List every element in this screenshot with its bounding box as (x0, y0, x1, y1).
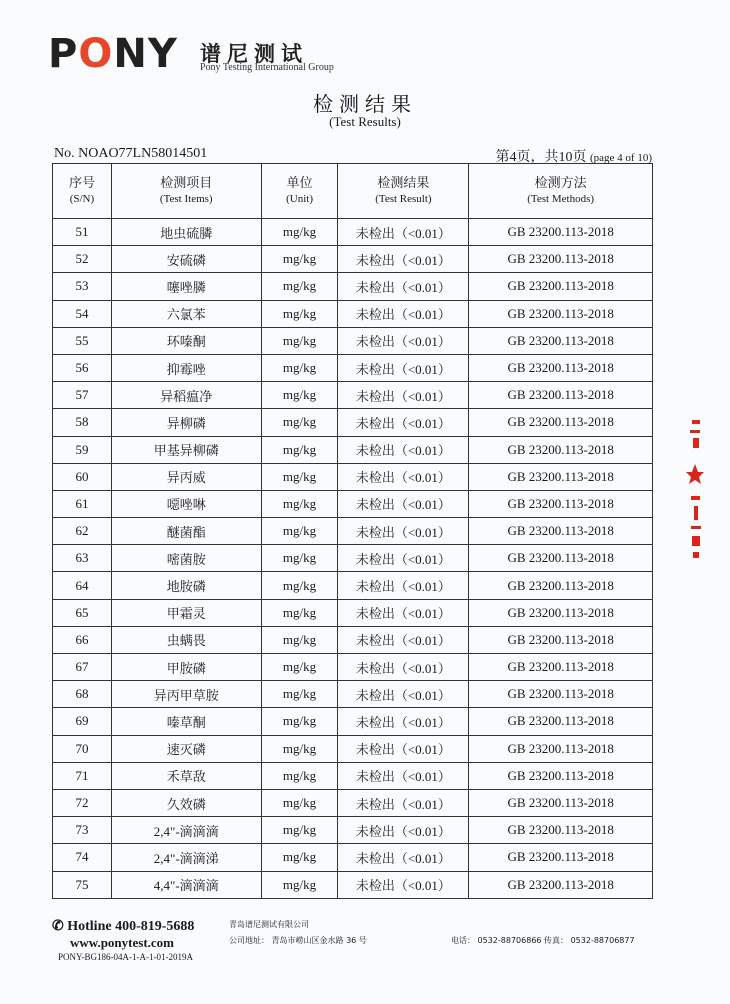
cell-result: 未检出（<0.01） (338, 382, 469, 409)
header-sn (53, 164, 112, 219)
cell-unit: mg/kg (261, 599, 338, 626)
header-test-methods (469, 164, 653, 219)
cell-method: GB 23200.113-2018 (469, 871, 653, 898)
header-sn-en: (S/N) (69, 193, 95, 205)
cell-unit: mg/kg (261, 789, 338, 816)
page-indicator-en: (page 4 of 10) (589, 152, 652, 164)
cell-sn: 55 (53, 327, 112, 354)
cell-unit: mg/kg (261, 219, 338, 246)
table-row (53, 654, 653, 681)
cell-method: GB 23200.113-2018 (469, 789, 653, 816)
cell-result: 未检出（<0.01） (338, 817, 469, 844)
cell-sn: 69 (53, 708, 112, 735)
cell-unit: mg/kg (261, 844, 338, 871)
cell-result: 未检出（<0.01） (338, 246, 469, 273)
cell-unit: mg/kg (261, 654, 338, 681)
cell-method: GB 23200.113-2018 (469, 572, 653, 599)
cell-method: GB 23200.113-2018 (469, 327, 653, 354)
cell-result: 未检出（<0.01） (338, 654, 469, 681)
cell-method: GB 23200.113-2018 (469, 219, 653, 246)
cell-unit: mg/kg (261, 518, 338, 545)
cell-item: 虫螨畏 (111, 626, 261, 653)
cell-sn: 66 (53, 626, 112, 653)
header-test-methods-en: (Test Methods) (527, 193, 595, 205)
cell-item: 噁唑啉 (111, 490, 261, 517)
table-row (53, 463, 653, 490)
table-row (53, 789, 653, 816)
cell-method: GB 23200.113-2018 (469, 409, 653, 436)
cell-item: 嘧菌胺 (111, 545, 261, 572)
cell-result: 未检出（<0.01） (338, 545, 469, 572)
cell-result: 未检出（<0.01） (338, 708, 469, 735)
cell-item: 异柳磷 (111, 409, 261, 436)
cell-result: 未检出（<0.01） (338, 354, 469, 381)
cell-unit: mg/kg (261, 817, 338, 844)
logo-chinese-name: 谱尼测试 (200, 42, 308, 66)
cell-method: GB 23200.113-2018 (469, 844, 653, 871)
cell-result: 未检出（<0.01） (338, 762, 469, 789)
phone-circle-icon: ✆ (52, 919, 64, 934)
cell-sn: 64 (53, 572, 112, 599)
cell-sn: 56 (53, 354, 112, 381)
cell-item: 速灭磷 (111, 735, 261, 762)
cell-result: 未检出（<0.01） (338, 735, 469, 762)
cell-unit: mg/kg (261, 762, 338, 789)
cell-unit: mg/kg (261, 300, 338, 327)
table-row (53, 300, 653, 327)
cell-method: GB 23200.113-2018 (469, 518, 653, 545)
table-row (53, 219, 653, 246)
cell-unit: mg/kg (261, 436, 338, 463)
footer-hotline-text: Hotline 400-819-5688 (67, 919, 195, 934)
cell-item: 异丙甲草胺 (111, 681, 261, 708)
cell-item: 2,4"-滴滴滴 (111, 817, 261, 844)
cell-unit: mg/kg (261, 327, 338, 354)
cell-result: 未检出（<0.01） (338, 490, 469, 517)
cell-sn: 63 (53, 545, 112, 572)
header-test-result-cn: 检测结果 (377, 175, 430, 190)
table-body (53, 219, 653, 899)
cell-sn: 67 (53, 654, 112, 681)
cell-method: GB 23200.113-2018 (469, 463, 653, 490)
cell-sn: 61 (53, 490, 112, 517)
logo-english-name: Pony Testing International Group (200, 62, 334, 73)
table-row (53, 354, 653, 381)
cell-item: 噻唑膦 (111, 273, 261, 300)
cell-method: GB 23200.113-2018 (469, 545, 653, 572)
footer-company-name: 青岛谱尼测试有限公司 (229, 920, 309, 929)
cell-method: GB 23200.113-2018 (469, 382, 653, 409)
cell-item: 异丙威 (111, 463, 261, 490)
cell-unit: mg/kg (261, 735, 338, 762)
table-row (53, 409, 653, 436)
cell-unit: mg/kg (261, 273, 338, 300)
cell-result: 未检出（<0.01） (338, 300, 469, 327)
cell-item: 禾草敌 (111, 762, 261, 789)
cell-result: 未检出（<0.01） (338, 327, 469, 354)
table-row (53, 545, 653, 572)
footer-website: www.ponytest.com (70, 935, 174, 950)
cell-item: 安硫磷 (111, 246, 261, 273)
cell-result: 未检出（<0.01） (338, 844, 469, 871)
cell-sn: 62 (53, 518, 112, 545)
cell-unit: mg/kg (261, 545, 338, 572)
cell-item: 醚菌酯 (111, 518, 261, 545)
header-test-items-en: (Test Items) (159, 193, 213, 205)
header-unit-en: (Unit) (286, 193, 313, 205)
cell-unit: mg/kg (261, 354, 338, 381)
cell-sn: 65 (53, 599, 112, 626)
cell-item: 甲基异柳磷 (111, 436, 261, 463)
table-row (53, 327, 653, 354)
logo-letter-o: O (78, 31, 114, 77)
cell-sn: 70 (53, 735, 112, 762)
cell-item: 甲霜灵 (111, 599, 261, 626)
cell-item: 地虫硫膦 (111, 219, 261, 246)
cell-sn: 51 (53, 219, 112, 246)
cell-method: GB 23200.113-2018 (469, 681, 653, 708)
cell-result: 未检出（<0.01） (338, 463, 469, 490)
cell-item: 2,4"-滴滴涕 (111, 844, 261, 871)
cell-sn: 58 (53, 409, 112, 436)
cell-result: 未检出（<0.01） (338, 871, 469, 898)
cell-method: GB 23200.113-2018 (469, 300, 653, 327)
table-header-row (53, 164, 653, 219)
cell-sn: 68 (53, 681, 112, 708)
table-row (53, 273, 653, 300)
cell-sn: 53 (53, 273, 112, 300)
cell-item: 环嗪酮 (111, 327, 261, 354)
report-number: No. NOAO77LN58014501 (54, 146, 208, 161)
cell-sn: 52 (53, 246, 112, 273)
cell-method: GB 23200.113-2018 (469, 490, 653, 517)
table-row (53, 436, 653, 463)
cell-item: 久效磷 (111, 789, 261, 816)
cell-item: 甲胺磷 (111, 654, 261, 681)
cell-result: 未检出（<0.01） (338, 219, 469, 246)
cell-result: 未检出（<0.01） (338, 626, 469, 653)
cell-result: 未检出（<0.01） (338, 681, 469, 708)
table-row (53, 681, 653, 708)
cell-sn: 60 (53, 463, 112, 490)
test-results-table (52, 163, 653, 899)
page-subtitle: (Test Results) (329, 114, 401, 129)
cell-method: GB 23200.113-2018 (469, 354, 653, 381)
footer-form-code: PONY-BG186-04A-1-A-1-01-2019A (58, 952, 193, 962)
cell-sn: 75 (53, 871, 112, 898)
cell-result: 未检出（<0.01） (338, 572, 469, 599)
page-indicator-cn: 第4页，共10页 (495, 150, 587, 165)
table-row (53, 735, 653, 762)
cell-method: GB 23200.113-2018 (469, 762, 653, 789)
table-row (53, 817, 653, 844)
cell-unit: mg/kg (261, 490, 338, 517)
cell-unit: mg/kg (261, 572, 338, 599)
table-row (53, 572, 653, 599)
cell-method: GB 23200.113-2018 (469, 708, 653, 735)
cell-result: 未检出（<0.01） (338, 273, 469, 300)
header-test-result-en: (Test Result) (375, 193, 432, 205)
cell-method: GB 23200.113-2018 (469, 273, 653, 300)
cell-item: 异稻瘟净 (111, 382, 261, 409)
table-row (53, 382, 653, 409)
cell-unit: mg/kg (261, 871, 338, 898)
pony-logo (48, 31, 178, 77)
cell-item: 地胺磷 (111, 572, 261, 599)
cell-result: 未检出（<0.01） (338, 599, 469, 626)
cell-unit: mg/kg (261, 409, 338, 436)
table-row (53, 518, 653, 545)
header-unit-cn: 单位 (286, 175, 313, 190)
cell-unit: mg/kg (261, 463, 338, 490)
cell-unit: mg/kg (261, 246, 338, 273)
table-row (53, 708, 653, 735)
cell-unit: mg/kg (261, 382, 338, 409)
cell-result: 未检出（<0.01） (338, 436, 469, 463)
cell-result: 未检出（<0.01） (338, 518, 469, 545)
cell-sn: 54 (53, 300, 112, 327)
header-unit (261, 164, 338, 219)
table-row (53, 871, 653, 898)
cell-method: GB 23200.113-2018 (469, 246, 653, 273)
cell-item: 抑霉唑 (111, 354, 261, 381)
cell-method: GB 23200.113-2018 (469, 654, 653, 681)
cell-result: 未检出（<0.01） (338, 789, 469, 816)
cell-unit: mg/kg (261, 681, 338, 708)
cell-method: GB 23200.113-2018 (469, 599, 653, 626)
cell-sn: 74 (53, 844, 112, 871)
cell-method: GB 23200.113-2018 (469, 735, 653, 762)
footer-hotline (52, 918, 194, 935)
table-row (53, 246, 653, 273)
logo-letter-p: P (48, 31, 79, 77)
page-title: 检测结果 (313, 92, 417, 116)
table-row (53, 762, 653, 789)
table-row (53, 626, 653, 653)
header-test-methods-cn: 检测方法 (534, 175, 587, 190)
cell-item: 六氯苯 (111, 300, 261, 327)
header-test-items (111, 164, 261, 219)
cell-sn: 59 (53, 436, 112, 463)
header-sn-cn: 序号 (68, 175, 95, 190)
header-test-result (338, 164, 469, 219)
cell-unit: mg/kg (261, 708, 338, 735)
table-row (53, 844, 653, 871)
cell-unit: mg/kg (261, 626, 338, 653)
footer-contact: 电话： 0532-88706866 传真： 0532-88706877 (451, 936, 635, 945)
footer-address: 公司地址： 青岛市崂山区金水路 36 号 (229, 936, 367, 945)
logo-letters-ny: NY (113, 31, 178, 77)
cell-item: 嗪草酮 (111, 708, 261, 735)
red-seal-stamp-fragment (686, 412, 704, 562)
table-row (53, 490, 653, 517)
cell-method: GB 23200.113-2018 (469, 436, 653, 463)
cell-method: GB 23200.113-2018 (469, 817, 653, 844)
cell-result: 未检出（<0.01） (338, 409, 469, 436)
cell-sn: 57 (53, 382, 112, 409)
cell-sn: 71 (53, 762, 112, 789)
cell-method: GB 23200.113-2018 (469, 626, 653, 653)
table-row (53, 599, 653, 626)
cell-item: 4,4"-滴滴滴 (111, 871, 261, 898)
cell-sn: 73 (53, 817, 112, 844)
header-test-items-cn: 检测项目 (160, 175, 213, 190)
cell-sn: 72 (53, 789, 112, 816)
